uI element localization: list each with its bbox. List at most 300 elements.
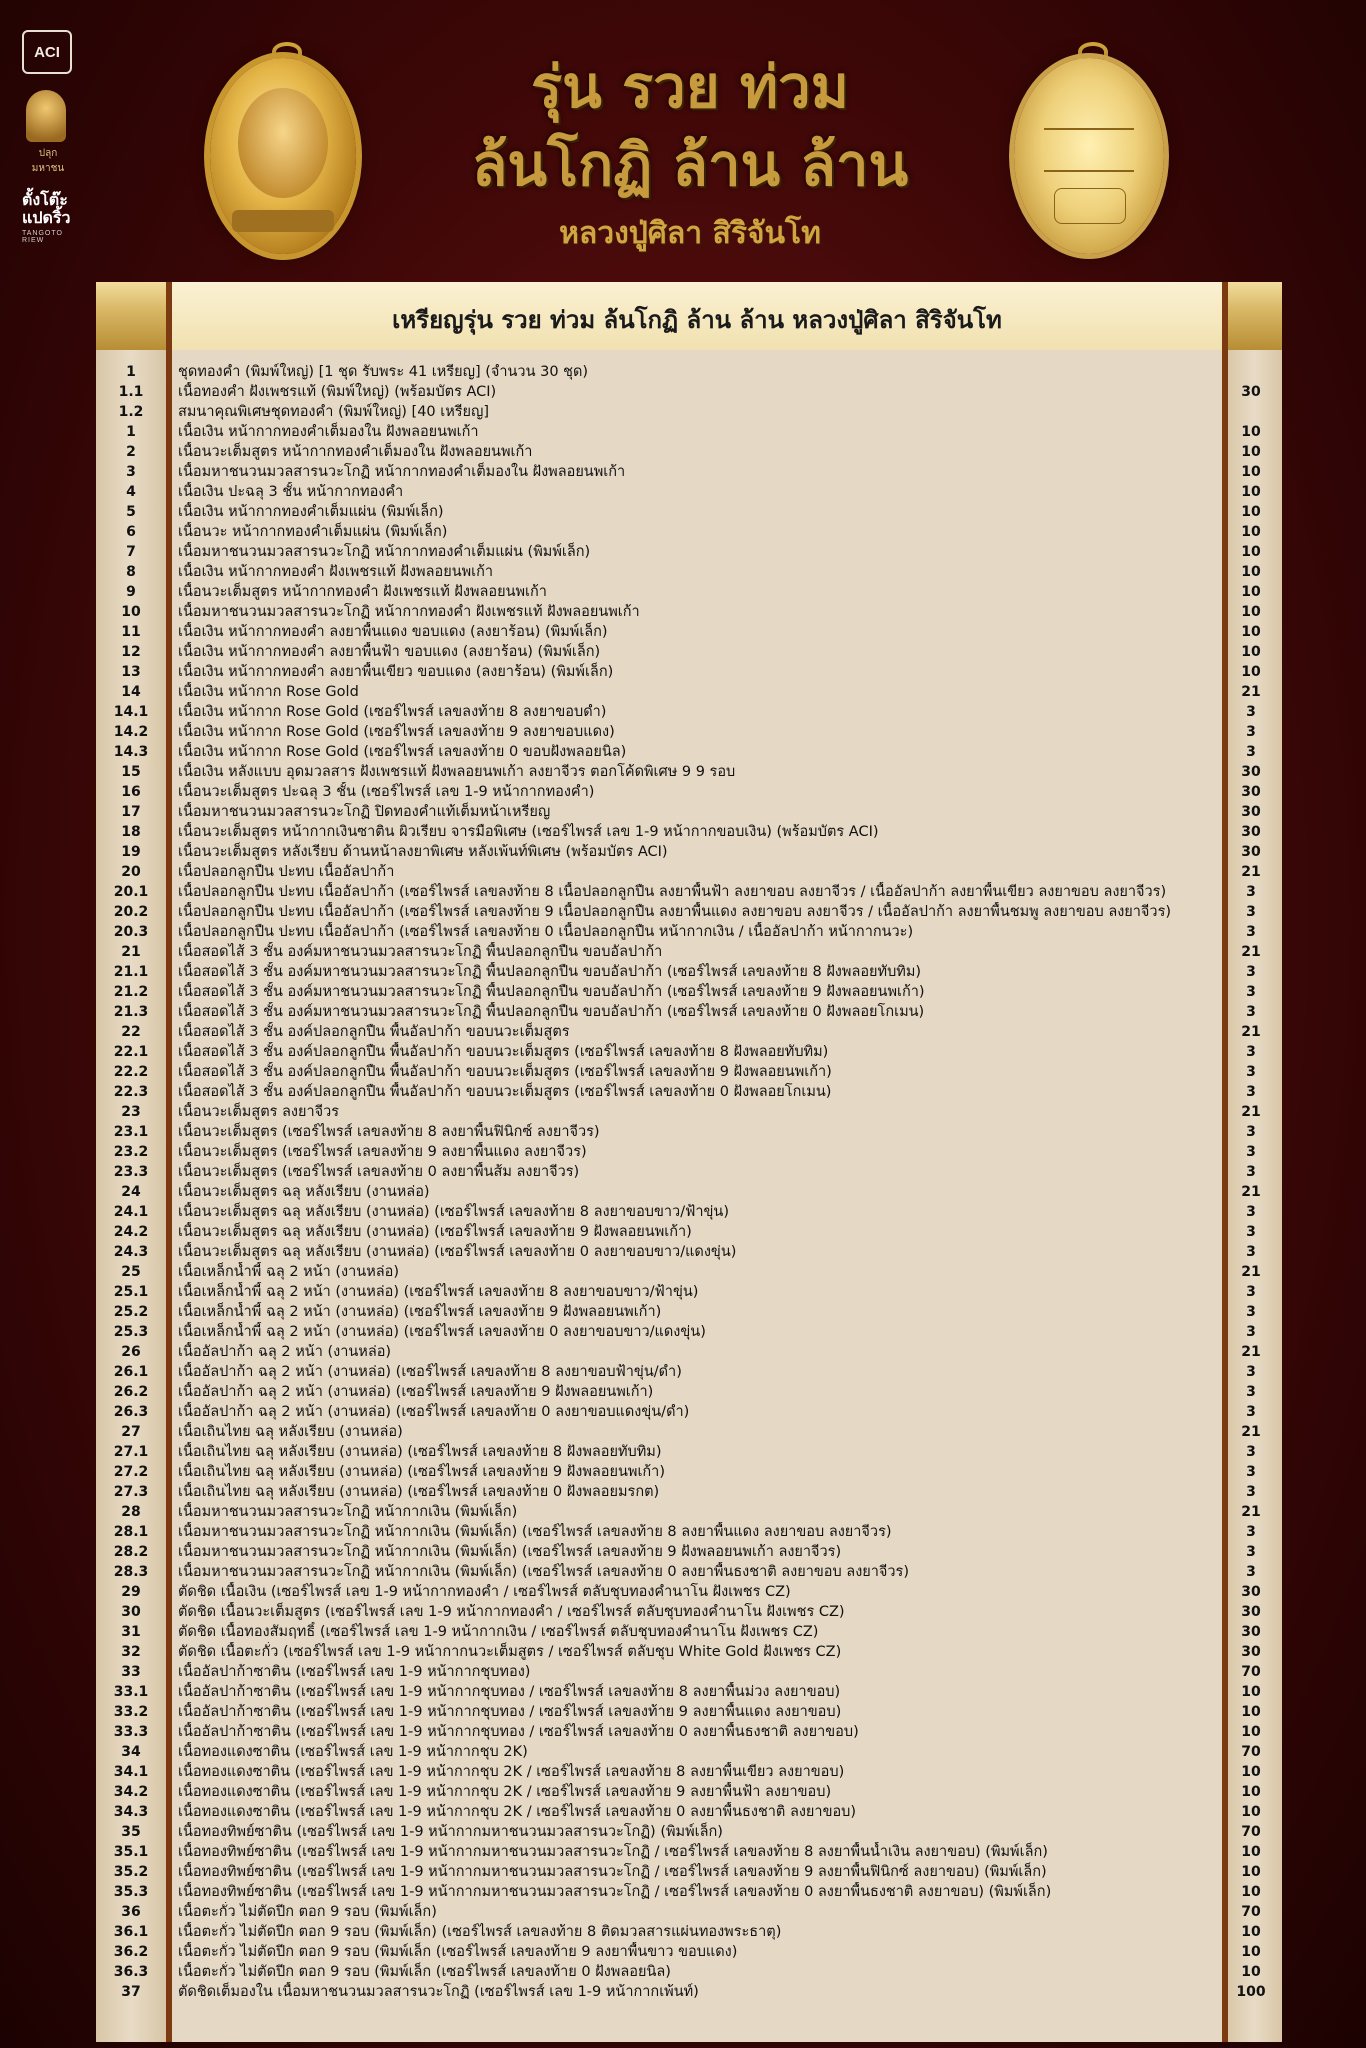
item-description: เนื้อทองแดงซาติน (เซอร์ไพรส์ เลข 1-9 หน้ากากชุบ 2K / เซอร์ไพรส์ เลขลงท้าย 9 ลงยาพื้นฟ้า ลงยาขอบ) [178,1784,832,1800]
item-quantity: 10 [1241,664,1261,680]
item-number: 27.2 [113,1464,149,1480]
item-number: 36.1 [113,1924,149,1940]
item-number: 36.3 [113,1964,149,1980]
item-quantity: 30 [1241,1584,1261,1600]
item-quantity: 10 [1241,1764,1261,1780]
item-description: เนื้อเถินไทย ฉลุ หลังเรียบ (งานหล่อ) (เซอร์ไพรส์ เลขลงท้าย 8 ฝังพลอยทับทิม) [178,1444,662,1460]
item-quantity: 3 [1246,1144,1256,1160]
list-item [96,502,1282,522]
item-number: 33.3 [113,1724,149,1740]
item-description: เนื้อทองแดงซาติน (เซอร์ไพรส์ เลข 1-9 หน้ากากชุบ 2K / เซอร์ไพรส์ เลขลงท้าย 8 ลงยาพื้นเขียว ลงยาขอบ) [178,1764,845,1780]
item-number: 27.1 [113,1444,149,1460]
item-description: ตัดชิด เนื้อนวะเต็มสูตร (เซอร์ไพรส์ เลข 1-9 หน้ากากทองคำ / เซอร์ไพรส์ ตลับชุบทองคำนาโน ฝังเพชร CZ) [178,1604,845,1620]
item-number: 26.3 [113,1404,149,1420]
item-quantity: 3 [1246,1064,1256,1080]
item-number: 1.1 [118,384,144,400]
list-item [96,1982,1282,2002]
list-item [96,882,1282,902]
item-number: 27.3 [113,1484,149,1500]
item-description: เนื้อเถินไทย ฉลุ หลังเรียบ (งานหล่อ) (เซอร์ไพรส์ เลขลงท้าย 9 ฝังพลอยนพเก้า) [178,1464,665,1480]
front-medal-image [210,58,356,254]
list-item [96,1102,1282,1122]
list-item [96,1882,1282,1902]
item-quantity: 3 [1246,1464,1256,1480]
list-item [96,1222,1282,1242]
item-number: 22 [121,1024,141,1040]
item-description: เนื้อเงิน หลังแบบ อุดมวลสาร ฝังเพชรแท้ ฝังพลอยนพเก้า ลงยาจีวร ตอกโค้ดพิเศษ 9 9 รอบ [178,764,736,780]
item-description: เนื้อปลอกลูกปืน ปะทบ เนื้ออัลปาก้า [178,864,395,880]
list-item [96,562,1282,582]
item-number: 11 [121,624,141,640]
list-item [96,1862,1282,1882]
item-description: เนื้อนวะเต็มสูตร ฉลุ หลังเรียบ (งานหล่อ) [178,1184,430,1200]
list-item [96,1042,1282,1062]
item-quantity [1220,402,1282,422]
item-number: 6 [126,524,136,540]
item-number: 1.2 [118,404,144,420]
list-item [96,1322,1282,1342]
item-quantity: 30 [1241,824,1261,840]
list-item [96,402,1282,422]
item-description: เนื้อสอดไส้ 3 ชั้น องค์มหาชนวนมวลสารนวะโกฏิ พื้นปลอกลูกปืน ขอบอัลปาก้า (เซอร์ไพรส์ เลขลงท้าย 0 ฝังพลอยโกเมน) [178,1004,925,1020]
item-description: เนื้อเงิน หน้ากาก Rose Gold (เซอร์ไพรส์ เลขลงท้าย 9 ลงยาขอบแดง) [178,724,615,740]
item-number: 26 [121,1344,141,1360]
item-description: เนื้อเงิน ปะฉลุ 3 ชั้น หน้ากากทองคำ [178,484,404,500]
item-quantity: 3 [1246,744,1256,760]
heading-line-1: รุ่น รวย ท่วม [531,53,849,121]
item-number: 24 [121,1184,141,1200]
item-description: เนื้ออัลปาก้า ฉลุ 2 หน้า (งานหล่อ) (เซอร์ไพรส์ เลขลงท้าย 8 ลงยาขอบฟ้าขุ่น/ดำ) [178,1364,682,1380]
list-item [96,982,1282,1002]
item-number: 37 [121,1984,141,2000]
list-item [96,1142,1282,1162]
item-quantity: 70 [1241,1904,1261,1920]
item-number: 1 [126,424,136,440]
item-quantity [1220,362,1282,382]
list-item [96,1082,1282,1102]
list-item [96,482,1282,502]
item-description: เนื้อสอดไส้ 3 ชั้น องค์มหาชนวนมวลสารนวะโกฏิ พื้นปลอกลูกปืน ขอบอัลปาก้า [178,944,663,960]
item-description: เนื้อเหล็กน้ำพี้ ฉลุ 2 หน้า (งานหล่อ) (เซอร์ไพรส์ เลขลงท้าย 0 ลงยาขอบขาว/แดงขุ่น) [178,1324,706,1340]
item-number: 14.3 [113,744,149,760]
item-description: เนื้อนวะเต็มสูตร ฉลุ หลังเรียบ (งานหล่อ) (เซอร์ไพรส์ เลขลงท้าย 8 ลงยาขอบขาว/ฟ้าขุ่น) [178,1204,729,1220]
item-number: 35.2 [113,1864,149,1880]
item-description: เนื้ออัลปาก้าซาติน (เซอร์ไพรส์ เลข 1-9 หน้ากากชุบทอง / เซอร์ไพรส์ เลขลงท้าย 8 ลงยาพื้นม่วง ลงยาขอบ) [178,1684,841,1700]
item-description: ตัดชิด เนื้อตะกั่ว (เซอร์ไพรส์ เลข 1-9 หน้ากากนวะเต็มสูตร / เซอร์ไพรส์ ตลับชุบ White Gold ฝังเพชร CZ) [178,1644,842,1660]
item-number: 28 [121,1504,141,1520]
item-description: เนื้ออัลปาก้าซาติน (เซอร์ไพรส์ เลข 1-9 หน้ากากชุบทอง / เซอร์ไพรส์ เลขลงท้าย 9 ลงยาพื้นแดง ลงยาขอบ) [178,1704,842,1720]
medal-yantra [1044,128,1134,172]
item-quantity: 21 [1241,684,1261,700]
list-item [96,1242,1282,1262]
brand-logo: ตั้งโต๊ะ แปดริ้ว [22,192,71,227]
list-item [96,1442,1282,1462]
item-number: 20.2 [113,904,149,920]
list-item [96,1262,1282,1282]
item-number: 20 [121,864,141,880]
item-quantity: 10 [1241,1884,1261,1900]
list-item [96,362,1282,382]
list-item [96,1942,1282,1962]
list-item [96,1802,1282,1822]
item-description: เนื้ออัลปาก้าซาติน (เซอร์ไพรส์ เลข 1-9 หน้ากากชุบทอง / เซอร์ไพรส์ เลขลงท้าย 0 ลงยาพื้นธงชาติ ลงยาขอบ) [178,1724,859,1740]
item-number: 24.3 [113,1244,149,1260]
heading-line-2: ล้นโกฏิ ล้าน ล้าน [471,131,909,199]
item-description: เนื้อนวะเต็มสูตร ฉลุ หลังเรียบ (งานหล่อ) (เซอร์ไพรส์ เลขลงท้าย 9 ฝังพลอยนพเก้า) [178,1224,692,1240]
item-description: เนื้อเงิน หน้ากาก Rose Gold (เซอร์ไพรส์ เลขลงท้าย 8 ลงยาขอบดำ) [178,704,607,720]
item-number: 28.2 [113,1544,149,1560]
item-number: 26.1 [113,1364,149,1380]
list-item [96,1962,1282,1982]
item-description: เนื้อสอดไส้ 3 ชั้น องค์ปลอกลูกปืน พื้นอัลปาก้า ขอบนวะเต็มสูตร (เซอร์ไพรส์ เลขลงท้าย 9 ฝังพลอยนพเก้า) [178,1064,832,1080]
item-quantity: 30 [1241,1604,1261,1620]
item-quantity: 10 [1241,1684,1261,1700]
item-number: 34.2 [113,1784,149,1800]
item-quantity: 30 [1241,384,1261,400]
item-description: เนื้อทองทิพย์ซาติน (เซอร์ไพรส์ เลข 1-9 หน้ากากมหาชนวนมวลสารนวะโกฏิ / เซอร์ไพรส์ เลขลงท้าย 8 ลงยาพื้นน้ำเงิน ลงยาขอบ) (พิมพ์เล็ก) [178,1844,1048,1860]
item-number: 14.2 [113,724,149,740]
item-number: 36.2 [113,1944,149,1960]
item-number: 9 [126,584,136,600]
list-item [96,742,1282,762]
item-number: 1 [126,364,136,380]
item-quantity: 3 [1246,1124,1256,1140]
list-item [96,782,1282,802]
list-item [96,1342,1282,1362]
item-description: เนื้อเงิน หน้ากาก Rose Gold [178,684,359,700]
item-quantity: 3 [1246,1044,1256,1060]
item-description: เนื้อเหล็กน้ำพี้ ฉลุ 2 หน้า (งานหล่อ) (เซอร์ไพรส์ เลขลงท้าย 8 ลงยาขอบขาว/ฟ้าขุ่น) [178,1284,699,1300]
item-number: 35 [121,1824,141,1840]
list-item [96,1502,1282,1522]
list-item [96,702,1282,722]
item-number: 25.3 [113,1324,149,1340]
item-number: 17 [121,804,141,820]
item-number: 35.3 [113,1884,149,1900]
item-description: เนื้อเงิน หน้ากากทองคำเต็มแผ่น (พิมพ์เล็ก) [178,504,444,520]
item-quantity: 3 [1246,1324,1256,1340]
item-number: 5 [126,504,136,520]
item-quantity: 10 [1241,1964,1261,1980]
item-number: 21.2 [113,984,149,1000]
item-number: 27 [121,1424,141,1440]
item-number: 13 [121,664,141,680]
item-quantity: 10 [1241,1784,1261,1800]
item-quantity: 3 [1246,1564,1256,1580]
list-item [96,642,1282,662]
item-quantity: 3 [1246,704,1256,720]
item-number: 22.2 [113,1064,149,1080]
item-number: 15 [121,764,141,780]
item-description: เนื้อปลอกลูกปืน ปะทบ เนื้ออัลปาก้า (เซอร์ไพรส์ เลขลงท้าย 0 เนื้อปลอกลูกปืน หน้ากากเงิน / เนื้ออัลปาก้า หน้ากากนวะ) [178,924,914,940]
list-item [96,522,1282,542]
item-quantity: 10 [1241,644,1261,660]
item-description: ชุดทองคำ (พิมพ์ใหญ่) [1 ชุด รับพระ 41 เหรียญ] (จำนวน 30 ชุด) [178,364,589,380]
item-description: เนื้อเงิน หน้ากากทองคำ ลงยาพื้นแดง ขอบแดง (ลงยาร้อน) (พิมพ์เล็ก) [178,624,608,640]
item-description: ตัดชิดเต็มองใน เนื้อมหาชนวนมวลสารนวะโกฏิ (เซอร์ไพรส์ เลข 1-9 หน้ากากเพ้นท์) [178,1984,699,2000]
item-description: เนื้อทองทิพย์ซาติน (เซอร์ไพรส์ เลข 1-9 หน้ากากมหาชนวนมวลสารนวะโกฏิ) (พิมพ์เล็ก) [178,1824,723,1840]
list-item [96,1662,1282,1682]
item-quantity: 70 [1241,1664,1261,1680]
item-description: เนื้อตะกั่ว ไม่ตัดปีก ตอก 9 รอบ (พิมพ์เล็ก) (เซอร์ไพรส์ เลขลงท้าย 8 ติดมวลสารแผ่นทองพระธาตุ) [178,1924,782,1940]
list-item [96,1582,1282,1602]
item-description: เนื้อมหาชนวนมวลสารนวะโกฏิ หน้ากากเงิน (พิมพ์เล็ก) [178,1504,518,1520]
list-item [96,922,1282,942]
list-item [96,762,1282,782]
item-number: 33.1 [113,1684,149,1700]
item-description: เนื้อทองทิพย์ซาติน (เซอร์ไพรส์ เลข 1-9 หน้ากากมหาชนวนมวลสารนวะโกฏิ / เซอร์ไพรส์ เลขลงท้าย 0 ลงยาพื้นธงชาติ ลงยาขอบ) (พิมพ์เล็ก) [178,1884,1052,1900]
item-quantity: 10 [1241,1704,1261,1720]
item-description: เนื้อนวะเต็มสูตร หน้ากากทองคำ ฝังเพชรแท้ ฝังพลอยนพเก้า [178,584,547,600]
item-quantity: 3 [1246,1524,1256,1540]
item-number: 28.3 [113,1564,149,1580]
item-quantity: 3 [1246,1224,1256,1240]
item-number: 23.1 [113,1124,149,1140]
item-description: เนื้อตะกั่ว ไม่ตัดปีก ตอก 9 รอบ (พิมพ์เล็ก (เซอร์ไพรส์ เลขลงท้าย 9 ลงยาพื้นขาว ขอบแดง) [178,1944,738,1960]
list-item [96,422,1282,442]
item-description: เนื้อนวะเต็มสูตร ฉลุ หลังเรียบ (งานหล่อ) (เซอร์ไพรส์ เลขลงท้าย 0 ลงยาขอบขาว/แดงขุ่น) [178,1244,737,1260]
item-description: เนื้อนวะเต็มสูตร หลังเรียบ ด้านหน้าลงยาพิเศษ หลังเพ้นท์พิเศษ (พร้อมบัตร ACI) [178,844,668,860]
price-list-panel [96,282,1282,2042]
item-quantity: 21 [1241,1184,1261,1200]
item-quantity: 3 [1246,1244,1256,1260]
list-item [96,1282,1282,1302]
list-item [96,942,1282,962]
list-item [96,1702,1282,1722]
aci-logo: ACI [22,30,72,74]
item-number: 21.1 [113,964,149,980]
item-number: 26.2 [113,1384,149,1400]
item-description: เนื้อสอดไส้ 3 ชั้น องค์ปลอกลูกปืน พื้นอัลปาก้า ขอบนวะเต็มสูตร (เซอร์ไพรส์ เลขลงท้าย 0 ฝังพลอยโกเมน) [178,1084,832,1100]
item-quantity: 3 [1246,724,1256,740]
item-number: 10 [121,604,141,620]
item-description: เนื้อนวะเต็มสูตร (เซอร์ไพรส์ เลขลงท้าย 8 ลงยาพื้นฟินิกซ์ ลงยาจีวร) [178,1124,600,1140]
list-item [96,802,1282,822]
monk-figure-logo [26,90,66,142]
item-quantity: 3 [1246,1404,1256,1420]
item-quantity: 70 [1241,1824,1261,1840]
item-description: เนื้อเหล็กน้ำพี้ ฉลุ 2 หน้า (งานหล่อ) (เซอร์ไพรส์ เลขลงท้าย 9 ฝังพลอยนพเก้า) [178,1304,662,1320]
list-item [96,822,1282,842]
item-number: 34 [121,1744,141,1760]
list-item [96,1642,1282,1662]
item-quantity: 21 [1241,1504,1261,1520]
list-item [96,442,1282,462]
item-description: เนื้อนวะเต็มสูตร หน้ากากเงินซาติน ผิวเรียบ จารมือพิเศษ (เซอร์ไพรส์ เลข 1-9 หน้ากากขอบเงิน) (พร้อมบัตร ACI) [178,824,879,840]
item-description: เนื้อตะกั่ว ไม่ตัดปีก ตอก 9 รอบ (พิมพ์เล็ก) [178,1904,437,1920]
item-description: เนื้อเงิน หน้ากากทองคำ ฝังเพชรแท้ ฝังพลอยนพเก้า [178,564,494,580]
item-quantity: 3 [1246,1444,1256,1460]
item-number: 25.1 [113,1284,149,1300]
item-quantity: 70 [1241,1744,1261,1760]
item-description: เนื้อเงิน หน้ากากทองคำ ลงยาพื้นเขียว ขอบแดง (ลงยาร้อน) (พิมพ์เล็ก) [178,664,614,680]
item-quantity: 30 [1241,784,1261,800]
list-item [96,1002,1282,1022]
item-quantity: 10 [1241,1844,1261,1860]
list-item [96,1062,1282,1082]
item-description: เนื้อมหาชนวนมวลสารนวะโกฏิ หน้ากากทองคำ ฝังเพชรแท้ ฝังพลอยนพเก้า [178,604,640,620]
item-number: 29 [121,1584,141,1600]
medal-inscription [1054,188,1126,224]
list-item [96,1402,1282,1422]
item-description: เนื้อเงิน หน้ากากทองคำเต็มองใน ฝังพลอยนพเก้า [178,424,479,440]
item-quantity: 3 [1246,1384,1256,1400]
item-quantity: 10 [1241,624,1261,640]
brand-logo-subtitle: TANGOTO RIEW [22,230,63,244]
item-number: 36 [121,1904,141,1920]
item-quantity: 10 [1241,544,1261,560]
list-item [96,1822,1282,1842]
medal-name-band [232,210,334,232]
figure-logo-caption: ปลุก มหาชน [31,148,65,174]
list-item [96,722,1282,742]
item-quantity: 3 [1246,1544,1256,1560]
item-quantity: 10 [1241,1724,1261,1740]
list-item [96,1162,1282,1182]
item-quantity: 10 [1241,604,1261,620]
item-description: เนื้อปลอกลูกปืน ปะทบ เนื้ออัลปาก้า (เซอร์ไพรส์ เลขลงท้าย 8 เนื้อปลอกลูกปืน ลงยาพื้นฟ้า ลงยาขอบ ลงยาจีวร / เนื้ออัลปาก้า ลงยาพื้นเขียว ลงยาขอบ ลงยาจีวร) [178,884,1167,900]
item-quantity: 3 [1246,1164,1256,1180]
list-item [96,842,1282,862]
item-description: เนื้อนวะเต็มสูตร ลงยาจีวร [178,1104,340,1120]
item-description: เนื้อมหาชนวนมวลสารนวะโกฏิ หน้ากากทองคำเต็มองใน ฝังพลอยนพเก้า [178,464,626,480]
item-description: เนื้อทองทิพย์ซาติน (เซอร์ไพรส์ เลข 1-9 หน้ากากมหาชนวนมวลสารนวะโกฏิ / เซอร์ไพรส์ เลขลงท้าย 9 ลงยาพื้นฟินิกซ์ ลงยาขอบ) (พิมพ์เล็ก) [178,1864,1047,1880]
item-number: 34.3 [113,1804,149,1820]
list-item [96,1842,1282,1862]
item-quantity: 3 [1246,1284,1256,1300]
item-number: 20.3 [113,924,149,940]
item-quantity: 10 [1241,444,1261,460]
item-description: สมนาคุณพิเศษชุดทองคำ (พิมพ์ใหญ่) [40 เหรียญ] [178,404,490,420]
item-quantity: 10 [1241,1864,1261,1880]
list-item [96,1462,1282,1482]
list-item [96,1362,1282,1382]
item-quantity: 3 [1246,924,1256,940]
list-item [96,902,1282,922]
list-item [96,542,1282,562]
item-description: เนื้อเถินไทย ฉลุ หลังเรียบ (งานหล่อ) (เซอร์ไพรส์ เลขลงท้าย 0 ฝังพลอยมรกต) [178,1484,660,1500]
item-number: 33 [121,1664,141,1680]
item-number: 21.3 [113,1004,149,1020]
item-list [96,362,1282,2002]
item-quantity: 21 [1241,864,1261,880]
item-description: เนื้อนวะ หน้ากากทองคำเต็มแผ่น (พิมพ์เล็ก) [178,524,448,540]
logo-column [22,30,82,244]
list-item [96,582,1282,602]
item-number: 32 [121,1644,141,1660]
item-description: เนื้อตะกั่ว ไม่ตัดปีก ตอก 9 รอบ (พิมพ์เล็ก (เซอร์ไพรส์ เลขลงท้าย 0 ฝังพลอยนิล) [178,1964,671,1980]
item-description: เนื้ออัลปาก้า ฉลุ 2 หน้า (งานหล่อ) (เซอร์ไพรส์ เลขลงท้าย 0 ลงยาขอบแดงขุ่น/ดำ) [178,1404,690,1420]
list-item [96,1562,1282,1582]
item-quantity: 21 [1241,1344,1261,1360]
item-description: เนื้อมหาชนวนมวลสารนวะโกฏิ หน้ากากเงิน (พิมพ์เล็ก) (เซอร์ไพรส์ เลขลงท้าย 9 ฝังพลอยนพเก้า ลงยาจีวร) [178,1544,842,1560]
item-description: เนื้อนวะเต็มสูตร (เซอร์ไพรส์ เลขลงท้าย 9 ลงยาพื้นแดง ลงยาจีวร) [178,1144,587,1160]
item-quantity: 10 [1241,564,1261,580]
item-description: เนื้อมหาชนวนมวลสารนวะโกฏิ หน้ากากทองคำเต็มแผ่น (พิมพ์เล็ก) [178,544,591,560]
item-quantity: 10 [1241,1924,1261,1940]
item-quantity: 3 [1246,1004,1256,1020]
item-number: 30 [121,1604,141,1620]
item-number: 23.2 [113,1144,149,1160]
item-number: 16 [121,784,141,800]
item-quantity: 10 [1241,524,1261,540]
item-description: เนื้อนวะเต็มสูตร หน้ากากทองคำเต็มองใน ฝังพลอยนพเก้า [178,444,533,460]
item-number: 34.1 [113,1764,149,1780]
item-number: 20.1 [113,884,149,900]
item-description: เนื้อนวะเต็มสูตร ปะฉลุ 3 ชั้น (เซอร์ไพรส์ เลข 1-9 หน้ากากทองคำ) [178,784,595,800]
item-quantity: 10 [1241,424,1261,440]
item-number: 7 [126,544,136,560]
item-number: 24.1 [113,1204,149,1220]
item-quantity: 21 [1241,1104,1261,1120]
item-description: เนื้อมหาชนวนมวลสารนวะโกฏิ หน้ากากเงิน (พิมพ์เล็ก) (เซอร์ไพรส์ เลขลงท้าย 8 ลงยาพื้นแดง ลงยาขอบ ลงยาจีวร) [178,1524,892,1540]
item-quantity: 30 [1241,804,1261,820]
item-number: 4 [126,484,136,500]
item-description: เนื้อปลอกลูกปืน ปะทบ เนื้ออัลปาก้า (เซอร์ไพรส์ เลขลงท้าย 9 เนื้อปลอกลูกปืน ลงยาพื้นแดง ลงยาขอบ ลงยาจีวร / เนื้ออัลปาก้า ลงยาพื้นชมพู ลงยาขอบ ลงยาจีวร) [178,904,1172,920]
list-item [96,1482,1282,1502]
item-quantity: 21 [1241,944,1261,960]
item-number: 31 [121,1624,141,1640]
list-item [96,1722,1282,1742]
item-number: 14 [121,684,141,700]
item-quantity: 3 [1246,1084,1256,1100]
item-number: 18 [121,824,141,840]
item-quantity: 3 [1246,904,1256,920]
item-description: ตัดชิด เนื้อเงิน (เซอร์ไพรส์ เลข 1-9 หน้ากากทองคำ / เซอร์ไพรส์ ตลับชุบทองคำนาโน ฝังเพชร CZ) [178,1584,791,1600]
item-number: 21 [121,944,141,960]
item-description: เนื้อสอดไส้ 3 ชั้น องค์มหาชนวนมวลสารนวะโกฏิ พื้นปลอกลูกปืน ขอบอัลปาก้า (เซอร์ไพรส์ เลขลงท้าย 8 ฝังพลอยทับทิม) [178,964,922,980]
item-number: 2 [126,444,136,460]
item-description: เนื้อมหาชนวนมวลสารนวะโกฏิ หน้ากากเงิน (พิมพ์เล็ก) (เซอร์ไพรส์ เลขลงท้าย 0 ลงยาพื้นธงชาติ ลงยาขอบ ลงยาจีวร) [178,1564,909,1580]
item-number: 19 [121,844,141,860]
list-item [96,682,1282,702]
item-description: เนื้อนวะเต็มสูตร (เซอร์ไพรส์ เลขลงท้าย 0 ลงยาพื้นส้ม ลงยาจีวร) [178,1164,580,1180]
list-item [96,1602,1282,1622]
item-description: เนื้อสอดไส้ 3 ชั้น องค์ปลอกลูกปืน พื้นอัลปาก้า ขอบนวะเต็มสูตร (เซอร์ไพรส์ เลขลงท้าย 8 ฝังพลอยทับทิม) [178,1044,829,1060]
item-description: เนื้อเงิน หน้ากาก Rose Gold (เซอร์ไพรส์ เลขลงท้าย 0 ขอบฝังพลอยนิล) [178,744,627,760]
item-description: เนื้อมหาชนวนมวลสารนวะโกฏิ ปิดทองคำแท้เต็มหน้าเหรียญ [178,804,551,820]
item-number: 22.1 [113,1044,149,1060]
item-description: เนื้อทองคำ ฝังเพชรแท้ (พิมพ์ใหญ่) (พร้อมบัตร ACI) [178,384,497,400]
item-number: 8 [126,564,136,580]
list-item [96,1422,1282,1442]
item-number: 24.2 [113,1224,149,1240]
list-item [96,1182,1282,1202]
list-item [96,1302,1282,1322]
item-description: เนื้อทองแดงซาติน (เซอร์ไพรส์ เลข 1-9 หน้ากากชุบ 2K) [178,1744,528,1760]
list-item [96,962,1282,982]
item-quantity: 10 [1241,464,1261,480]
item-quantity: 10 [1241,1804,1261,1820]
item-description: เนื้อเงิน หน้ากากทองคำ ลงยาพื้นฟ้า ขอบแดง (ลงยาร้อน) (พิมพ์เล็ก) [178,644,601,660]
list-item [96,1682,1282,1702]
list-item [96,1762,1282,1782]
item-description: เนื้อเหล็กน้ำพี้ ฉลุ 2 หน้า (งานหล่อ) [178,1264,400,1280]
item-description: เนื้ออัลปาก้าซาติน (เซอร์ไพรส์ เลข 1-9 หน้ากากชุบทอง) [178,1664,531,1680]
item-description: เนื้อสอดไส้ 3 ชั้น องค์ปลอกลูกปืน พื้นอัลปาก้า ขอบนวะเต็มสูตร [178,1024,570,1040]
item-number: 33.2 [113,1704,149,1720]
item-number: 25 [121,1264,141,1280]
item-description: เนื้ออัลปาก้า ฉลุ 2 หน้า (งานหล่อ) (เซอร์ไพรส์ เลขลงท้าย 9 ฝังพลอยนพเก้า) [178,1384,654,1400]
item-quantity: 3 [1246,984,1256,1000]
panel-title: เหรียญรุ่น รวย ท่วม ล้นโกฏิ ล้าน ล้าน หลวงปู่ศิลา สิริจันโท [392,306,1002,334]
item-number: 28.1 [113,1524,149,1540]
item-quantity: 10 [1241,484,1261,500]
item-description: เนื้ออัลปาก้า ฉลุ 2 หน้า (งานหล่อ) [178,1344,392,1360]
list-item [96,1022,1282,1042]
item-quantity: 3 [1246,1364,1256,1380]
item-quantity: 3 [1246,964,1256,980]
